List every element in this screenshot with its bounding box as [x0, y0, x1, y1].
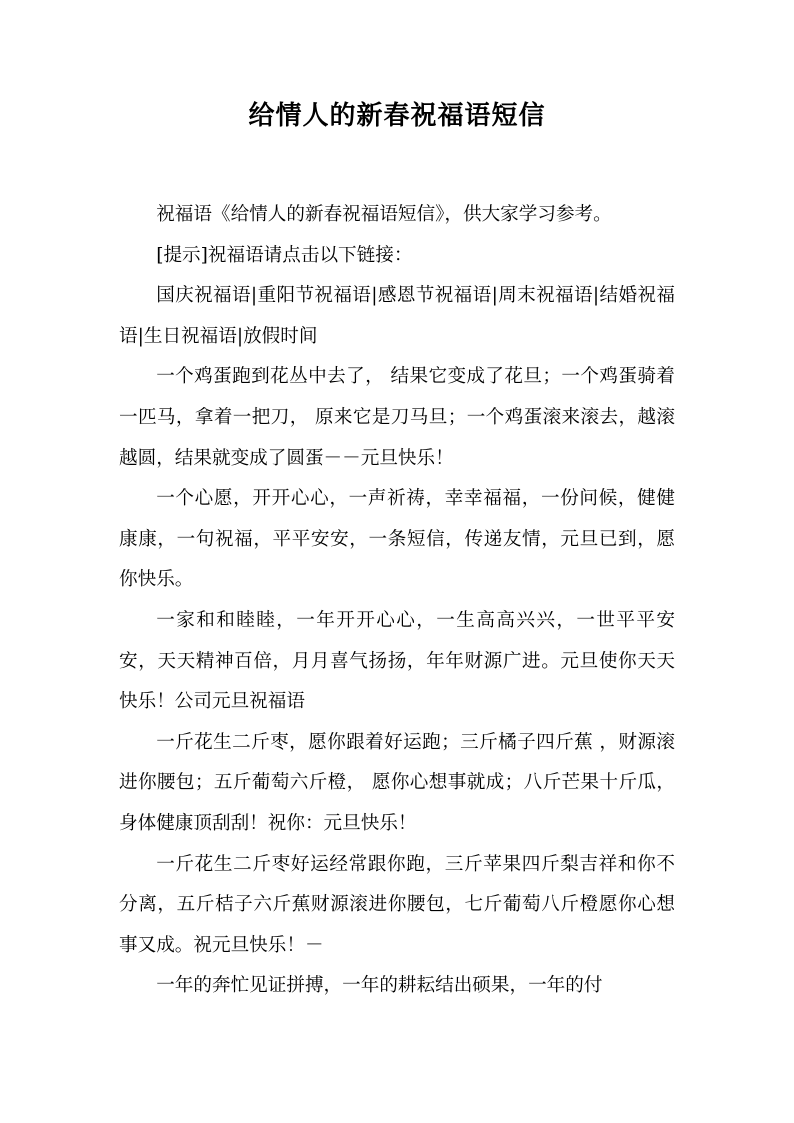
document-title: 给情人的新春祝福语短信: [248, 101, 546, 131]
paragraph-text: 一家和和睦睦，一年开开心心，一生高高兴兴，一世平平安安，天天精神百倍，月月喜气扬扬，年年财源广进。元旦使你天天快乐！公司元旦祝福语: [119, 609, 675, 713]
paragraph-intro: 祝福语《给情人的新春祝福语短信》，供大家学习参考。: [156, 204, 612, 225]
paragraph-hint: [提示]祝福语请点击以下链接：: [156, 244, 413, 266]
paragraph-text: 一斤花生二斤枣，愿你跟着好运跑；三斤橘子四斤蕉 ，财源滚进你腰包；五斤葡萄六斤橙， 愿你心想事就成；八斤芒果十斤瓜，身体健康顶刮刮！祝你：元旦快乐！: [119, 731, 675, 834]
document-body: [119, 195, 675, 1007]
paragraph-text: 一个心愿，开开心心，一声祈祷，幸幸福福，一份问候，健健康康，一句祝福，平平安安，一条短信，传递友情，元旦已到，愿你快乐。: [119, 488, 675, 591]
paragraph-text: 一斤花生二斤枣好运经常跟你跑，三斤苹果四斤梨吉祥和你不分离，五斤桔子六斤蕉财源滚进你腰包，七斤葡萄八斤橙愿你心想事又成。祝元旦快乐！－: [119, 853, 675, 956]
paragraph-links: 国庆祝福语|重阳节祝福语|感恩节祝福语|周末祝福语|结婚祝福语|生日祝福语|放假时间: [119, 285, 675, 347]
paragraph-text: 一个鸡蛋跑到花丛中去了， 结果它变成了花旦；一个鸡蛋骑着一匹马，拿着一把刀， 原来它是刀马旦；一个鸡蛋滚来滚去，越滚越圆，结果就变成了圆蛋－－元旦快乐！: [119, 366, 675, 469]
paragraph-text: 一年的奔忙见证拼搏，一年的耕耘结出硕果，一年的付: [156, 975, 603, 997]
